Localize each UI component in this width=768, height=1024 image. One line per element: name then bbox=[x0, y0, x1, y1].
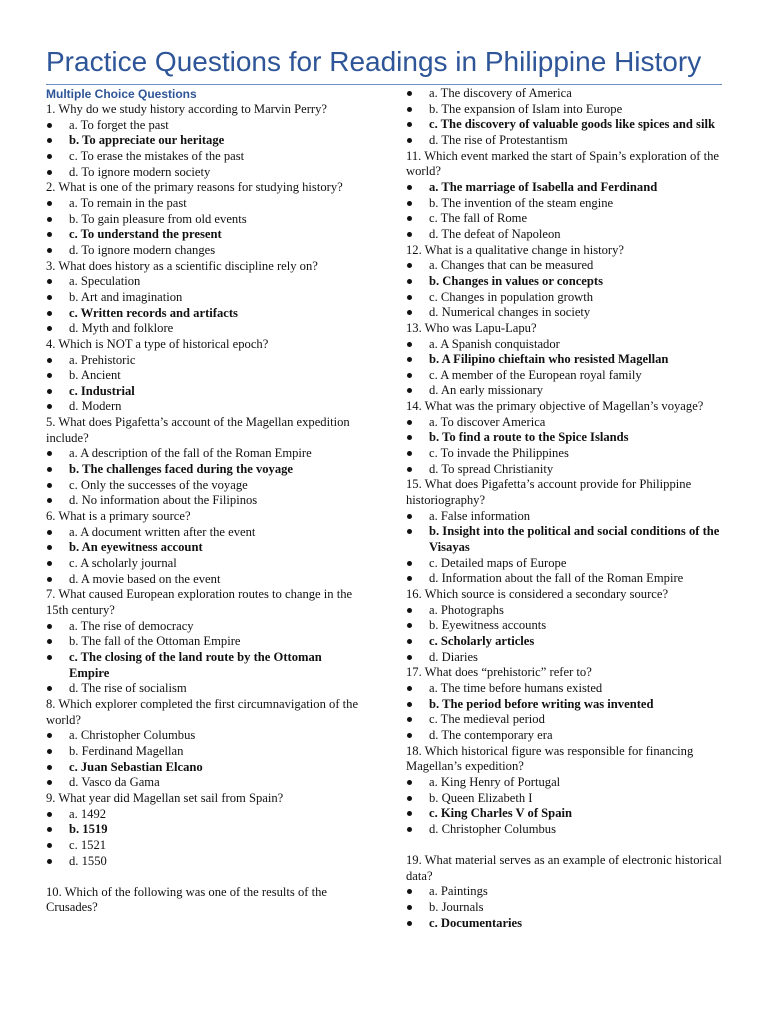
option-item: c. Detailed maps of Europe bbox=[406, 556, 724, 572]
option-item: b. The fall of the Ottoman Empire bbox=[46, 634, 362, 650]
option-item: d. The defeat of Napoleon bbox=[406, 227, 724, 243]
question-block bbox=[406, 399, 724, 477]
question-block bbox=[46, 791, 362, 869]
option-item: d. The rise of socialism bbox=[46, 681, 362, 697]
option-item: b. The expansion of Islam into Europe bbox=[406, 102, 724, 118]
option-item: c. The fall of Rome bbox=[406, 211, 724, 227]
question-text: 3. What does history as a scientific discipline rely on? bbox=[46, 258, 318, 273]
left-question-list bbox=[46, 102, 362, 916]
question-text: 19. What material serves as an example of electronic historical data? bbox=[406, 853, 722, 883]
question-block bbox=[46, 180, 362, 258]
question-text: 10. Which of the following was one of the results of the Crusades? bbox=[46, 884, 327, 915]
option-item: c. A member of the European royal family bbox=[406, 368, 724, 384]
answer-option: b. The period before writing was invented bbox=[406, 697, 724, 713]
question-text: 18. Which historical figure was responsible for financing Magellan’s expedition? bbox=[406, 743, 694, 774]
option-item: d. Vasco da Gama bbox=[46, 775, 362, 791]
option-item: c. The medieval period bbox=[406, 712, 724, 728]
option-list bbox=[46, 274, 362, 337]
option-item: b. Journals bbox=[406, 900, 724, 916]
option-item: a. Changes that can be measured bbox=[406, 258, 724, 274]
answer-option: b. To find a route to the Spice Islands bbox=[406, 430, 724, 446]
option-item: c. To invade the Philippines bbox=[406, 446, 724, 462]
answer-option: c. King Charles V of Spain bbox=[406, 806, 724, 822]
right-column bbox=[406, 86, 724, 931]
question-block bbox=[46, 259, 362, 337]
question-text: 16. Which source is considered a secondary source? bbox=[406, 587, 669, 601]
option-item: d. The contemporary era bbox=[406, 728, 724, 744]
question-text: 8. Which explorer completed the first circumnavigation of the world? bbox=[46, 696, 359, 727]
option-item: d. An early missionary bbox=[406, 383, 724, 399]
question-block bbox=[406, 477, 724, 587]
question-block bbox=[46, 337, 362, 415]
option-list bbox=[406, 775, 724, 838]
option-item: a. A document written after the event bbox=[46, 525, 362, 541]
option-item: a. Paintings bbox=[406, 884, 724, 900]
option-list bbox=[46, 353, 362, 416]
option-list bbox=[46, 619, 362, 697]
option-item: b. Ferdinand Magellan bbox=[46, 744, 362, 760]
answer-option: b. A Filipino chieftain who resisted Magellan bbox=[406, 352, 724, 368]
option-item: a. Photographs bbox=[406, 603, 724, 619]
option-item: c. To erase the mistakes of the past bbox=[46, 149, 362, 165]
option-item: d. Christopher Columbus bbox=[406, 822, 724, 838]
question-text: 12. What is a qualitative change in history? bbox=[406, 242, 624, 257]
question-block bbox=[46, 509, 362, 587]
question-block bbox=[46, 587, 362, 697]
option-list bbox=[46, 807, 362, 870]
question-block bbox=[406, 587, 724, 665]
answer-option: a. The marriage of Isabella and Ferdinand bbox=[406, 180, 724, 196]
title-underline bbox=[46, 84, 722, 85]
question-block bbox=[406, 665, 724, 743]
option-item: b. The invention of the steam engine bbox=[406, 196, 724, 212]
question-block bbox=[406, 321, 724, 399]
question-text: 7. What caused European exploration routes to change in the 15th century? bbox=[46, 587, 353, 617]
page-title: Practice Questions for Readings in Philippine History bbox=[46, 46, 702, 77]
answer-option: b. To appreciate our heritage bbox=[46, 133, 362, 149]
question-text: 6. What is a primary source? bbox=[46, 509, 191, 524]
option-list bbox=[46, 446, 362, 509]
option-item: d. Modern bbox=[46, 399, 362, 415]
question-text: 17. What does “prehistoric” refer to? bbox=[406, 665, 592, 680]
answer-option: c. Documentaries bbox=[406, 916, 724, 932]
answer-option: b. 1519 bbox=[46, 822, 362, 838]
option-item: d. To ignore modern society bbox=[46, 165, 362, 181]
option-list bbox=[46, 728, 362, 791]
option-item: a. To discover America bbox=[406, 415, 724, 431]
answer-option: b. Changes in values or concepts bbox=[406, 274, 724, 290]
option-item: a. Christopher Columbus bbox=[46, 728, 362, 744]
option-item: b. Ancient bbox=[46, 368, 362, 384]
option-item: a. To remain in the past bbox=[46, 196, 362, 212]
option-list bbox=[406, 258, 724, 321]
question-text: 2. What is one of the primary reasons for studying history? bbox=[46, 180, 343, 195]
question-text: 13. Who was Lapu-Lapu? bbox=[406, 320, 537, 335]
question-text: 5. What does Pigafetta’s account of the Magellan expedition include? bbox=[46, 415, 350, 445]
option-list bbox=[406, 415, 724, 478]
answer-option: c. Scholarly articles bbox=[406, 634, 724, 650]
question-block bbox=[46, 697, 362, 791]
answer-option: b. The challenges faced during the voyage bbox=[46, 462, 362, 478]
question-text: 1. Why do we study history according to Marvin Perry? bbox=[46, 102, 327, 116]
option-item: c. A scholarly journal bbox=[46, 556, 362, 572]
option-item: c. Only the successes of the voyage bbox=[46, 478, 362, 494]
option-list bbox=[406, 884, 724, 931]
option-item: a. 1492 bbox=[46, 807, 362, 823]
option-item: d. 1550 bbox=[46, 854, 362, 870]
answer-option: c. Written records and artifacts bbox=[46, 306, 362, 322]
question-text: 14. What was the primary objective of Magellan’s voyage? bbox=[406, 399, 704, 414]
option-item: d. To spread Christianity bbox=[406, 462, 724, 478]
option-item: c. 1521 bbox=[46, 838, 362, 854]
option-item: a. To forget the past bbox=[46, 118, 362, 134]
option-list bbox=[406, 86, 724, 149]
option-item: a. Speculation bbox=[46, 274, 362, 290]
option-item: b. To gain pleasure from old events bbox=[46, 212, 362, 228]
left-column bbox=[46, 86, 362, 916]
option-item: c. Changes in population growth bbox=[406, 290, 724, 306]
question-text: 9. What year did Magellan set sail from Spain? bbox=[46, 790, 284, 805]
option-item: d. Diaries bbox=[406, 650, 724, 666]
option-item: a. The time before humans existed bbox=[406, 681, 724, 697]
option-item: a. The rise of democracy bbox=[46, 619, 362, 635]
answer-option: c. The closing of the land route by the Ottoman Empire bbox=[46, 650, 362, 681]
option-list bbox=[46, 525, 362, 588]
option-item: b. Queen Elizabeth I bbox=[406, 791, 724, 807]
question-block bbox=[406, 149, 724, 243]
question-block bbox=[406, 243, 724, 321]
option-list bbox=[46, 118, 362, 181]
answer-option: c. To understand the present bbox=[46, 227, 362, 243]
option-item: a. False information bbox=[406, 509, 724, 525]
option-item: a. King Henry of Portugal bbox=[406, 775, 724, 791]
answer-option: b. Insight into the political and social conditions of the Visayas bbox=[406, 524, 724, 555]
answer-option: b. An eyewitness account bbox=[46, 540, 362, 556]
option-list bbox=[406, 603, 724, 666]
question-block bbox=[46, 415, 362, 509]
option-list bbox=[406, 180, 724, 243]
option-item: b. Eyewitness accounts bbox=[406, 618, 724, 634]
option-item: d. The rise of Protestantism bbox=[406, 133, 724, 149]
question-text: 11. Which event marked the start of Spain’s exploration of the world? bbox=[406, 148, 720, 179]
question-block bbox=[46, 885, 362, 916]
question-block bbox=[406, 853, 724, 931]
question-block bbox=[406, 744, 724, 838]
option-item: a. Prehistoric bbox=[46, 353, 362, 369]
option-item: a. A description of the fall of the Roman Empire bbox=[46, 446, 362, 462]
option-item: a. A Spanish conquistador bbox=[406, 337, 724, 353]
option-item: b. Art and imagination bbox=[46, 290, 362, 306]
right-question-list bbox=[406, 86, 724, 931]
option-item: d. To ignore modern changes bbox=[46, 243, 362, 259]
answer-option: c. The discovery of valuable goods like spices and silk bbox=[406, 117, 724, 133]
option-list bbox=[406, 337, 724, 400]
option-item: d. A movie based on the event bbox=[46, 572, 362, 588]
answer-option: c. Industrial bbox=[46, 384, 362, 400]
option-list bbox=[406, 681, 724, 744]
question-text: 4. Which is NOT a type of historical epoch? bbox=[46, 336, 269, 351]
option-item: d. Information about the fall of the Roman Empire bbox=[406, 571, 724, 587]
question-block bbox=[406, 86, 724, 149]
option-item: d. Numerical changes in society bbox=[406, 305, 724, 321]
option-list bbox=[46, 196, 362, 259]
section-subtitle: Multiple Choice Questions bbox=[46, 87, 197, 101]
option-list bbox=[406, 509, 724, 587]
option-item: d. No information about the Filipinos bbox=[46, 493, 362, 509]
option-item: d. Myth and folklore bbox=[46, 321, 362, 337]
answer-option: c. Juan Sebastian Elcano bbox=[46, 760, 362, 776]
question-text: 15. What does Pigafetta’s account provide for Philippine historiography? bbox=[406, 477, 692, 508]
option-item: a. The discovery of America bbox=[406, 86, 724, 102]
question-block bbox=[46, 102, 362, 180]
